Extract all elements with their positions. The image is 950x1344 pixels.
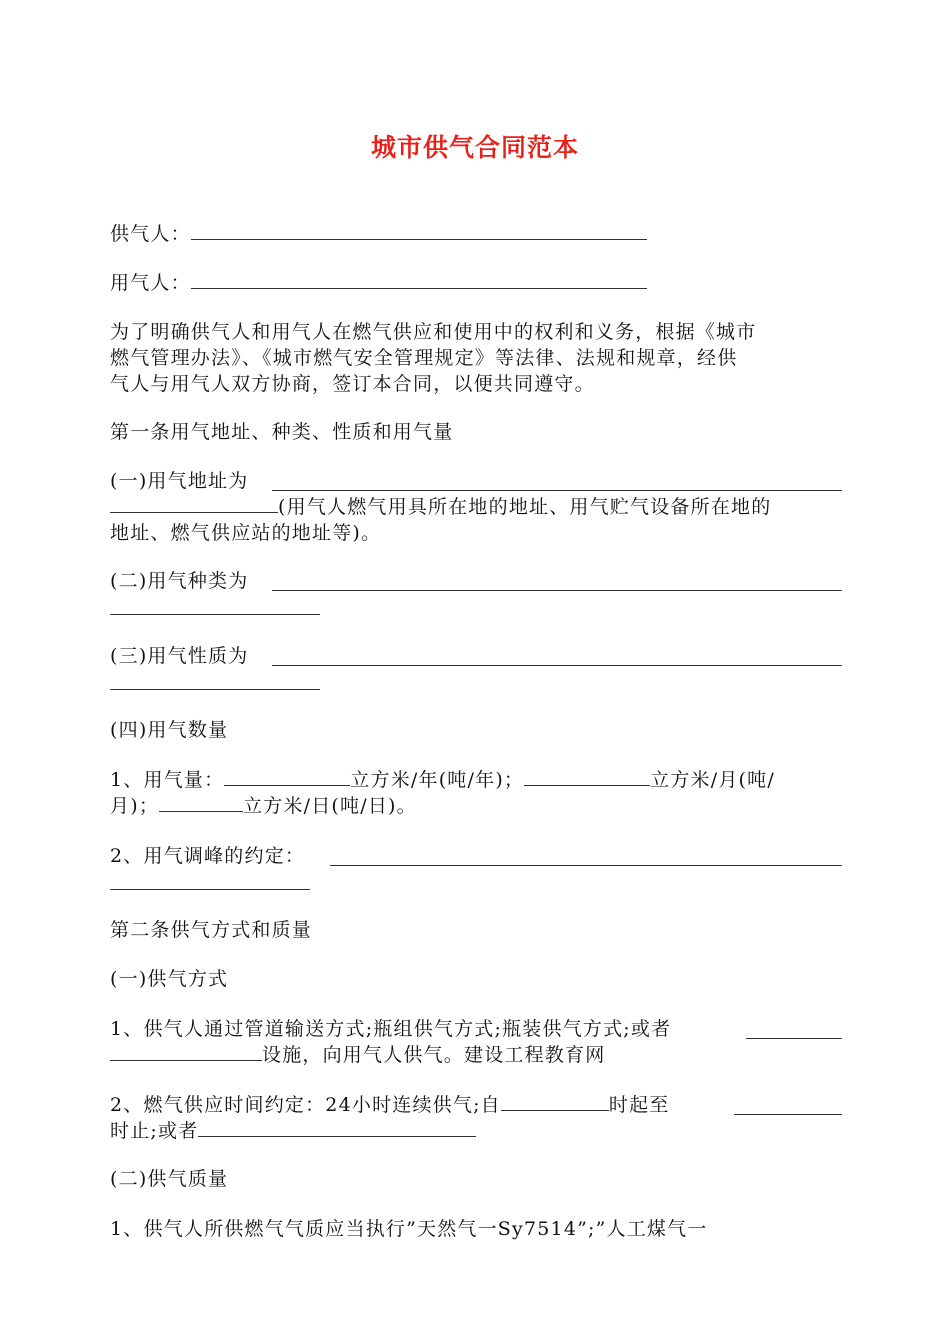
time-text-2: 时止;或者 [110,1120,199,1142]
qty-day-blank[interactable] [159,793,243,812]
mode-blank-2[interactable] [110,1042,262,1061]
address-note-1: (用气人燃气用具所在地的地址、用气贮气设备所在地的 [278,496,772,518]
peak-blank-2[interactable] [110,889,310,890]
time-line-2 [110,1118,842,1144]
quantity-line-2 [110,793,842,819]
address-label: (一)用气地址为 [110,470,249,492]
mode-line-2 [110,1042,842,1068]
address-blank-2[interactable] [110,494,278,513]
mode-line-1 [110,1016,842,1042]
nature-blank-2[interactable] [110,689,320,690]
supplier-line [110,221,842,247]
address-note-line [110,494,842,520]
time-text-1: 2、燃气供应时间约定：24小时连续供气;自 [110,1094,501,1116]
peak-blank-1[interactable] [330,865,842,866]
user-label: 用气人： [110,272,191,294]
quality-line-1: 1、供气人所供燃气气质应当执行”天然气一Sy7514”;”人工煤气一 [110,1218,708,1240]
time-line-1 [110,1092,842,1118]
qty-prefix: 1、用气量： [110,769,225,791]
supplier-blank[interactable] [191,221,647,240]
address-blank-1[interactable] [272,490,842,491]
user-line [110,270,842,296]
article-1-heading: 第一条用气地址、种类、性质和用气量 [110,421,454,443]
document-title: 城市供气合同范本 [370,133,579,162]
qty-year-unit: 立方米/年(吨/年)； [350,769,525,791]
quantity-line-1 [110,767,842,793]
qty-month-unit: 立方米/月(吨/ [650,769,775,791]
intro-line-1: 为了明确供气人和用气人在燃气供应和使用中的权利和义务，根据《城市 [110,321,757,343]
type-label: (二)用气种类为 [110,570,249,592]
quantity-heading: (四)用气数量 [110,719,229,741]
intro-line-3: 气人与用气人双方协商，签订本合同，以便共同遵守。 [110,373,595,395]
nature-blank-1[interactable] [272,665,842,666]
supplier-label: 供气人： [110,223,191,245]
qty-day-unit: 立方米/日(吨/日)。 [243,795,417,817]
mode-text-2: 设施，向用气人供气。建设工程教育网 [262,1044,606,1066]
nature-label: (三)用气性质为 [110,645,249,667]
peak-label: 2、用气调峰的约定： [110,845,306,867]
time-other-blank[interactable] [198,1118,476,1137]
intro-line-2: 燃气管理办法》、《城市燃气安全管理规定》等法律、法规和规章，经供 [110,347,738,369]
qty-month-end: 月)； [110,795,160,817]
type-blank-1[interactable] [272,590,842,591]
type-blank-2[interactable] [110,614,320,615]
mode-heading: (一)供气方式 [110,968,229,990]
article-2-heading: 第二条供气方式和质量 [110,919,313,941]
qty-year-blank[interactable] [224,767,350,786]
time-from: 时起至 [608,1094,670,1116]
qty-month-blank[interactable] [524,767,650,786]
time-from-blank[interactable] [501,1092,609,1111]
quality-heading: (二)供气质量 [110,1168,229,1190]
user-blank[interactable] [191,270,647,289]
address-note-2: 地址、燃气供应站的地址等)。 [110,522,382,544]
mode-blank-1[interactable] [746,1038,842,1039]
mode-text-1: 1、供气人通过管道输送方式;瓶组供气方式;瓶装供气方式;或者 [110,1018,672,1040]
time-to-blank[interactable] [734,1114,842,1115]
